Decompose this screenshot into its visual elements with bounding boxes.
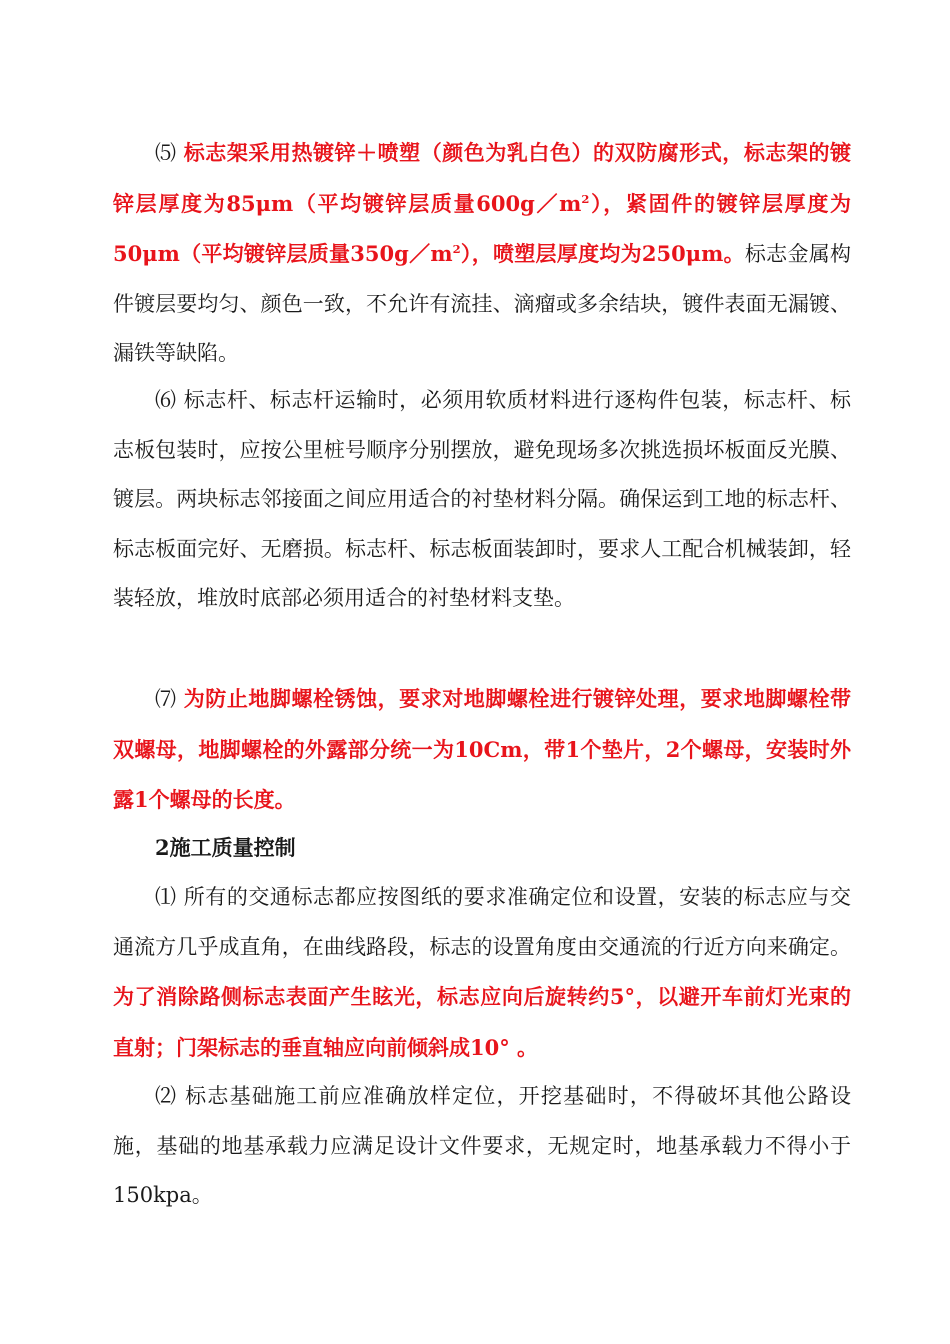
paragraph-5-highlight-3: ），喷塑层厚度均为250μm。 [460, 241, 745, 267]
superscript-squared-2: 2 [452, 242, 461, 257]
paragraph-q1-body: ⑴ 所有的交通标志都应按图纸的要求准确定位和设置，安装的标志应与交通流方几乎成直角，在曲线路段，标志的设置角度由交通流的行近方向来确定。 [113, 885, 851, 959]
paragraph-5-highlight-2: ），紧固件的镀锌层厚度为50μm（平均镀锌层质量350g／m [113, 190, 852, 267]
paragraph-5 [113, 128, 851, 379]
paragraph-5-body: 标志金属构件镀层要均匀、颜色一致，不允许有流挂、滴瘤或多余结块，镀件表面无漏镀、漏铁等缺陷。 [113, 242, 851, 366]
paragraph-q1 [113, 873, 851, 1073]
paragraph-7-highlight: 为防止地脚螺栓锈蚀，要求对地脚螺栓进行镀锌处理，要求地脚螺栓带双螺母，地脚螺栓的外露部分统一为10Cm，带1个垫片，2个螺母，安装时外露1个螺母的长度。 [113, 686, 851, 813]
paragraph-q1-highlight: 为了消除路侧标志表面产生眩光，标志应向后旋转约5°，以避开车前灯光束的直射；门架标志的垂直轴应向前倾斜成10° 。 [113, 984, 851, 1060]
paragraph-6 [113, 376, 851, 624]
paragraph-7-number: ⑺ [155, 687, 177, 711]
paragraph-6-body: ⑹ 标志杆、标志杆运输时，必须用软质材料进行逐构件包装，标志杆、标志板包装时，应按公里桩号顺序分别摆放，避免现场多次挑选损坏板面反光膜、镀层。两块标志邻接面之间应用适合的衬垫材料分隔。确保运到工地的标志杆、标志板面完好、无磨损。标志杆、标志板面装卸时，要求人工配合机械装卸，轻装轻放，堆放时底部必须用适合的衬垫材料支垫。 [113, 388, 851, 611]
paragraph-q2-body: ⑵ 标志基础施工前应准确放样定位，开挖基础时，不得破坏其他公路设施，基础的地基承载力应满足设计文件要求，无规定时，地基承载力不得小于150kpa。 [113, 1084, 851, 1208]
paragraph-5-highlight-1: 标志架采用热镀锌＋喷塑（颜色为乳白色）的双防腐形式，标志架的镀锌层厚度为85μm（平均镀锌层质量600g／m [113, 140, 851, 216]
superscript-squared-1: 2 [581, 191, 590, 206]
paragraph-7 [113, 674, 851, 826]
section-heading: 2施工质量控制 [155, 835, 296, 860]
paragraph-q2 [113, 1072, 851, 1221]
paragraph-5-number: ⑸ [155, 141, 177, 165]
